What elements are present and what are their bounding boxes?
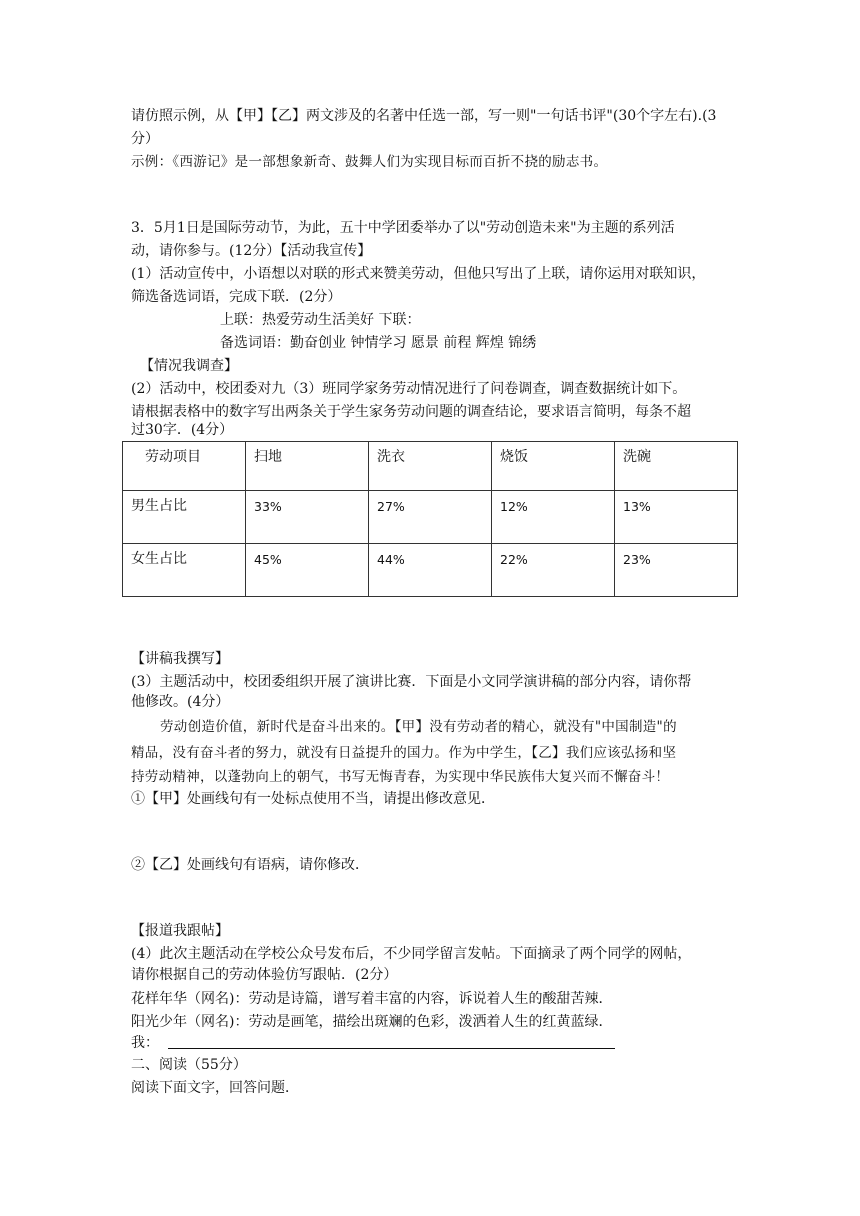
text-line: 过30字．(4分） xyxy=(131,422,234,438)
answer-blank-line xyxy=(168,1048,615,1049)
text-line: (2）活动中，校团委对九（3）班同学家务劳动情况进行了问卷调查，调查数据统计如下。 xyxy=(131,381,687,397)
table-cell: 45% xyxy=(246,544,369,597)
question-3-heading: 3．5月1日是国际劳动节，为此，五十中学团委举办了以"劳动创造未来"为主题的系列活 xyxy=(131,220,675,236)
table-cell: 12% xyxy=(492,491,615,544)
row-label: 女生占比 xyxy=(123,544,246,597)
section-heading: 【情况我调查】 xyxy=(140,358,238,374)
forum-post: 花样年华（网名)：劳动是诗篇，谱写着丰富的内容，诉说着人生的酸甜苦辣． xyxy=(131,991,613,1007)
text-line: 他修改。(4分） xyxy=(131,694,230,710)
sub-question: ①【甲】处画线句有一处标点使用不当，请提出修改意见． xyxy=(131,791,495,807)
table-header-cell: 扫地 xyxy=(246,442,369,491)
table-cell: 23% xyxy=(615,544,738,597)
forum-post: 阳光少年（网名)：劳动是画笔，描绘出斑斓的色彩，泼洒着人生的红黄蓝绿． xyxy=(131,1014,613,1030)
text-line: 阅读下面文字，回答问题． xyxy=(131,1080,299,1096)
text-line: (4）此次主题活动在学校公众号发布后，不少同学留言发帖。下面摘录了两个同学的网帖， xyxy=(131,946,692,962)
speech-text-line: 精品，没有奋斗者的努力，就没有日益提升的国力。作为中学生，【乙】我们应该弘扬和坚 xyxy=(131,745,677,761)
table-row xyxy=(123,491,738,544)
example-line: 示例：《西游记》是一部想象新奇、鼓舞人们为实现目标而百折不挠的励志书。 xyxy=(131,154,608,170)
table-header-row xyxy=(123,442,738,491)
table-cell: 22% xyxy=(492,544,615,597)
speech-text-line: 劳动创造价值，新时代是奋斗出来的。【甲】没有劳动者的精心，就没有"中国制造"的 xyxy=(160,719,677,735)
speech-text-line: 持劳动精神，以蓬勃向上的朝气，书写无悔青春，为实现中华民族伟大复兴而不懈奋斗！ xyxy=(131,769,670,785)
sub-question: ②【乙】处画线句有语病，请你修改． xyxy=(131,857,369,873)
text-line: 请根据表格中的数字写出两条关于学生家务劳动问题的调查结论，要求语言简明，每条不超 xyxy=(131,404,691,420)
table-cell: 33% xyxy=(246,491,369,544)
text-line: 筛选备选词语，完成下联．(2分） xyxy=(131,289,342,305)
section-title: 二、阅读（55分） xyxy=(131,1057,247,1073)
text-line: 请你根据自己的劳动体验仿写跟帖．(2分） xyxy=(131,967,398,983)
section-heading: 【讲稿我撰写】 xyxy=(131,651,229,667)
text-line: (1）活动宣传中，小语想以对联的形式来赞美劳动，但他只写出了上联，请你运用对联知识， xyxy=(131,266,706,282)
text-line: 请仿照示例，从【甲】【乙】两文涉及的名著中任选一部，写一则"一句话书评"(30个字左右).(3 xyxy=(131,108,717,124)
table-header-cell: 劳动项目 xyxy=(123,442,246,491)
section-heading: 【报道我跟帖】 xyxy=(131,923,229,939)
table-header-cell: 洗碗 xyxy=(615,442,738,491)
text-line: 分） xyxy=(131,131,159,147)
row-label: 男生占比 xyxy=(123,491,246,544)
table-cell: 27% xyxy=(369,491,492,544)
table-header-cell: 烧饭 xyxy=(492,442,615,491)
answer-label: 我： xyxy=(131,1035,159,1051)
table-row xyxy=(123,544,738,597)
table-header-cell: 洗衣 xyxy=(369,442,492,491)
table-cell: 44% xyxy=(369,544,492,597)
couplet-line: 上联：热爱劳动生活美好 下联： xyxy=(220,312,421,328)
table-cell: 13% xyxy=(615,491,738,544)
survey-table xyxy=(122,441,738,597)
candidate-words: 备选词语：勤奋创业 钟情学习 愿景 前程 辉煌 锦绣 xyxy=(220,335,537,351)
text-line: (3）主题活动中，校团委组织开展了演讲比赛．下面是小文同学演讲稿的部分内容，请你帮 xyxy=(131,674,692,690)
text-line: 动，请你参与。(12分）【活动我宣传】 xyxy=(131,243,372,259)
